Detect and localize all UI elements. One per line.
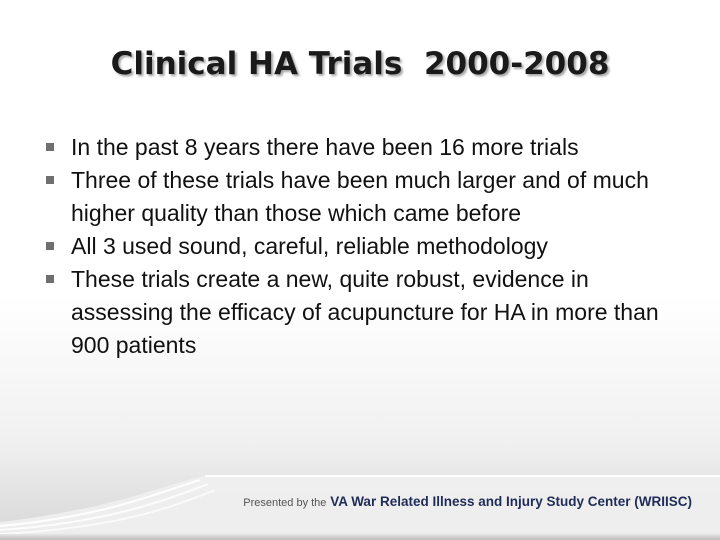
bullet-item: [46, 164, 686, 230]
square-bullet-icon: [46, 275, 54, 283]
footer-credit: [243, 494, 692, 509]
bullet-item: [46, 230, 686, 263]
bullet-item: [46, 263, 686, 362]
bullet-text: In the past 8 years there have been 16 more trials: [71, 134, 579, 160]
footer-prefix: Presented by the: [243, 497, 327, 509]
bullet-text: Three of these trials have been much larger and of much higher quality than those which came before: [71, 167, 649, 226]
bullet-item: [46, 131, 686, 164]
square-bullet-icon: [46, 143, 54, 151]
bullet-text: These trials create a new, quite robust, evidence in assessing the efficacy of acupuncture for HA in more than 900 patients: [71, 266, 659, 358]
square-bullet-icon: [46, 176, 54, 184]
slide-title: Clinical HA Trials 2000-2008: [110, 46, 610, 82]
footer-organization: VA War Related Illness and Injury Study Center (WRIISC): [330, 494, 692, 509]
bullet-list: [46, 131, 686, 362]
square-bullet-icon: [46, 242, 54, 250]
bullet-text: All 3 used sound, careful, reliable methodology: [71, 233, 548, 259]
